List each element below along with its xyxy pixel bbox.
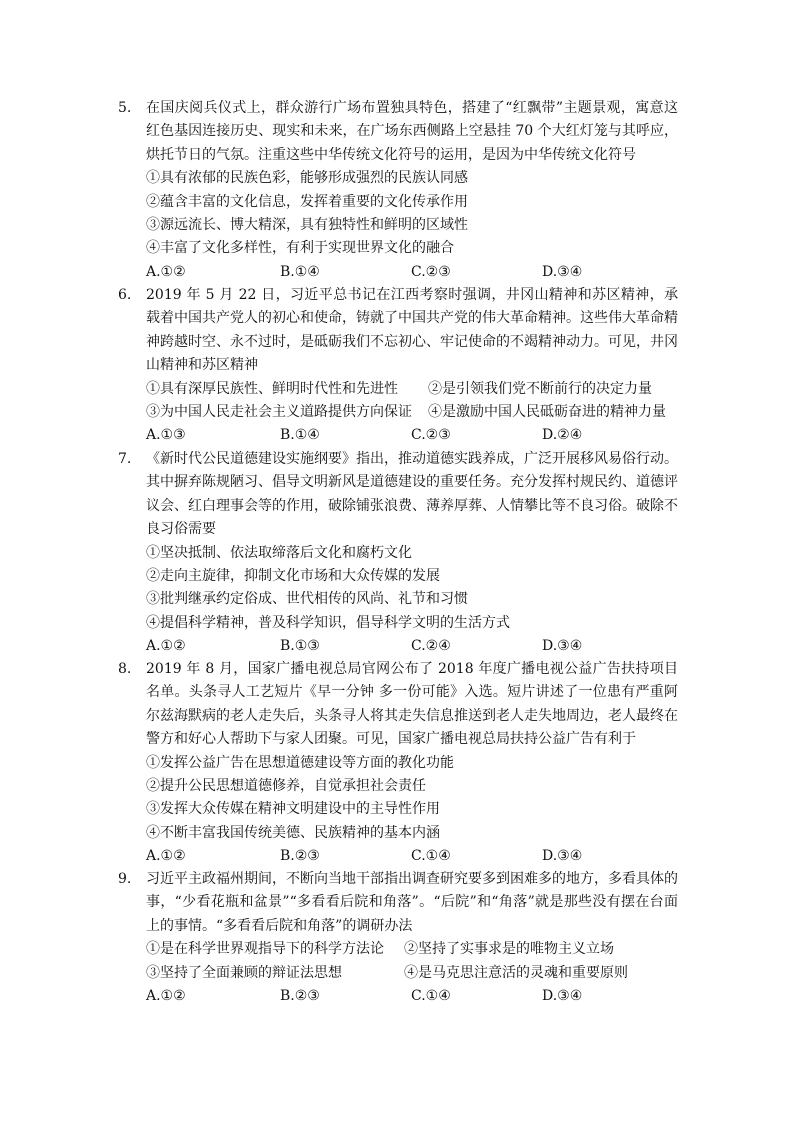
- question-stem: 2019 年 8 月，国家广播电视总局官网公布了 2018 年度广播电视公益广告扶持项目名单。头条寻人工艺短片《早一分钟 多一份可能》入选。短片讲述了一位患有严重阿尔兹海默病的老人走失后，头条寻人将其走失信息推送到老人走失地周边，老人最终在警方和好心人帮助下与家人团聚。可见，国家广播电视总局扶持公益广告有利于: [146, 661, 678, 748]
- question-number: 5.: [118, 100, 132, 116]
- question-number: 7.: [118, 451, 132, 467]
- choice-b: B.②③: [280, 988, 320, 1004]
- answer-choices: [146, 424, 678, 447]
- statement-4: ④不断丰富我国传统美德、民族精神的基本内涵: [146, 824, 440, 841]
- statement-1: ①具有浓郁的民族色彩，能够形成强烈的民族认同感: [146, 170, 468, 187]
- choice-d: D.②④: [542, 427, 583, 444]
- question-5: [118, 97, 678, 284]
- choice-d: D.③④: [542, 848, 583, 865]
- statement-2: ②坚持了实事求是的唯物主义立场: [404, 941, 614, 958]
- statement-2: ②走向主旋律，抑制文化市场和大众传媒的发展: [146, 568, 440, 585]
- question-stem: 《新时代公民道德建设实施纲要》指出，推动道德实践养成，广泛开展移风易俗行动。其中摒弃陈规陋习、倡导文明新风是道德建设的重要任务。充分发挥村规民约、道德评议会、红白理事会等的作用，破除铺张浪费、薄养厚葬、人情攀比等不良习俗。破除不良习俗需要: [146, 451, 678, 538]
- question-stem: 2019 年 5 月 22 日，习近平总书记在江西考察时强调，井冈山精神和苏区精神，承载着中国共产党人的初心和使命，铸就了中国共产党的伟大革命精神。这些伟大革命精神跨越时空、永不过时，是砥砺我们不忘初心、牢记使命的不竭精神动力。可见，井冈山精神和苏区精神: [146, 287, 678, 374]
- statement-3: ③批判继承约定俗成、世代相传的风尚、礼节和习惯: [146, 591, 468, 608]
- question-8: [118, 658, 678, 869]
- question-7: [118, 448, 678, 659]
- statement-1: ①坚决抵制、依法取缔落后文化和腐朽文化: [146, 544, 412, 561]
- choice-c: C.②③: [411, 263, 451, 280]
- statement-row-1: [146, 378, 678, 401]
- question-number: 6.: [118, 287, 132, 303]
- statement-row-2: [146, 962, 678, 985]
- choice-a: A.①②: [146, 638, 186, 655]
- statement-3: ③发挥大众传媒在精神文明建设中的主导性作用: [146, 801, 440, 818]
- statement-4: ④是马克思注意活的灵魂和重要原则: [404, 964, 628, 981]
- choice-d: D.③④: [542, 263, 583, 280]
- answer-choices: [146, 261, 678, 284]
- statement-3: ③为中国人民走社会主义道路提供方向保证: [146, 404, 412, 421]
- choice-a: A.①②: [146, 848, 186, 865]
- answer-choices: [146, 635, 678, 658]
- choice-c: C.②③: [411, 427, 451, 444]
- question-stem: 在国庆阅兵仪式上，群众游行广场布置独具特色，搭建了“红飘带”主题景观，寓意这红色基因连接历史、现实和未来，在广场东西侧路上空悬挂 70 个大红灯笼与其呼应，烘托节日的气氛。注重这些中华传统文化符号的运用，是因为中华传统文化符号: [146, 100, 678, 163]
- statement-2: ②提升公民思想道德修养，自觉承担社会责任: [146, 778, 426, 795]
- choice-b: B.②③: [280, 848, 320, 865]
- question-number: 8.: [118, 661, 132, 677]
- choice-d: D.③④: [542, 988, 583, 1004]
- question-number: 9.: [118, 871, 132, 887]
- statement-1: ①发挥公益广告在思想道德建设等方面的教化功能: [146, 754, 454, 771]
- choice-a: A.①②: [146, 263, 186, 280]
- statement-4: ④丰富了文化多样性，有利于实现世界文化的融合: [146, 240, 454, 257]
- statement-1: ①是在科学世界观指导下的科学方法论: [146, 941, 384, 958]
- statement-2: ②是引领我们党不断前行的决定力量: [428, 380, 652, 397]
- statement-3: ③坚持了全面兼顾的辩证法思想: [146, 964, 342, 981]
- statement-2: ②蕴含丰富的文化信息，发挥着重要的文化传承作用: [146, 193, 468, 210]
- question-stem: 习近平主政福州期间，不断向当地干部指出调查研究要多到困难多的地方，多看具体的事，“少看花瓶和盆景”“多看看后院和角落”。“后院”和“角落”就是那些没有摆在台面上的事情。“多看看后院和角落”的调研办法: [146, 871, 678, 934]
- choice-b: B.①④: [280, 427, 320, 444]
- statement-4: ④提倡科学精神，普及科学知识，倡导科学文明的生活方式: [146, 614, 510, 631]
- statement-1: ①具有深厚民族性、鲜明时代性和先进性: [146, 380, 398, 397]
- statement-row-2: [146, 401, 678, 424]
- statement-4: ④是激励中国人民砥砺奋进的精神力量: [428, 404, 666, 421]
- choice-b: B.①④: [280, 263, 320, 280]
- choice-c: C.①④: [411, 988, 451, 1004]
- question-9: [118, 868, 678, 1008]
- choice-d: D.③④: [542, 638, 583, 655]
- choice-b: B.①③: [280, 638, 320, 655]
- question-6: [118, 284, 678, 448]
- choice-c: C.①④: [411, 848, 451, 865]
- choice-c: C.②④: [411, 638, 451, 655]
- choice-a: A.①③: [146, 427, 186, 444]
- answer-choices: [146, 985, 678, 1008]
- choice-a: A.①②: [146, 988, 186, 1004]
- statement-3: ③源远流长、博大精深，具有独特性和鲜明的区域性: [146, 217, 468, 234]
- statement-row-1: [146, 938, 678, 961]
- answer-choices: [146, 845, 678, 868]
